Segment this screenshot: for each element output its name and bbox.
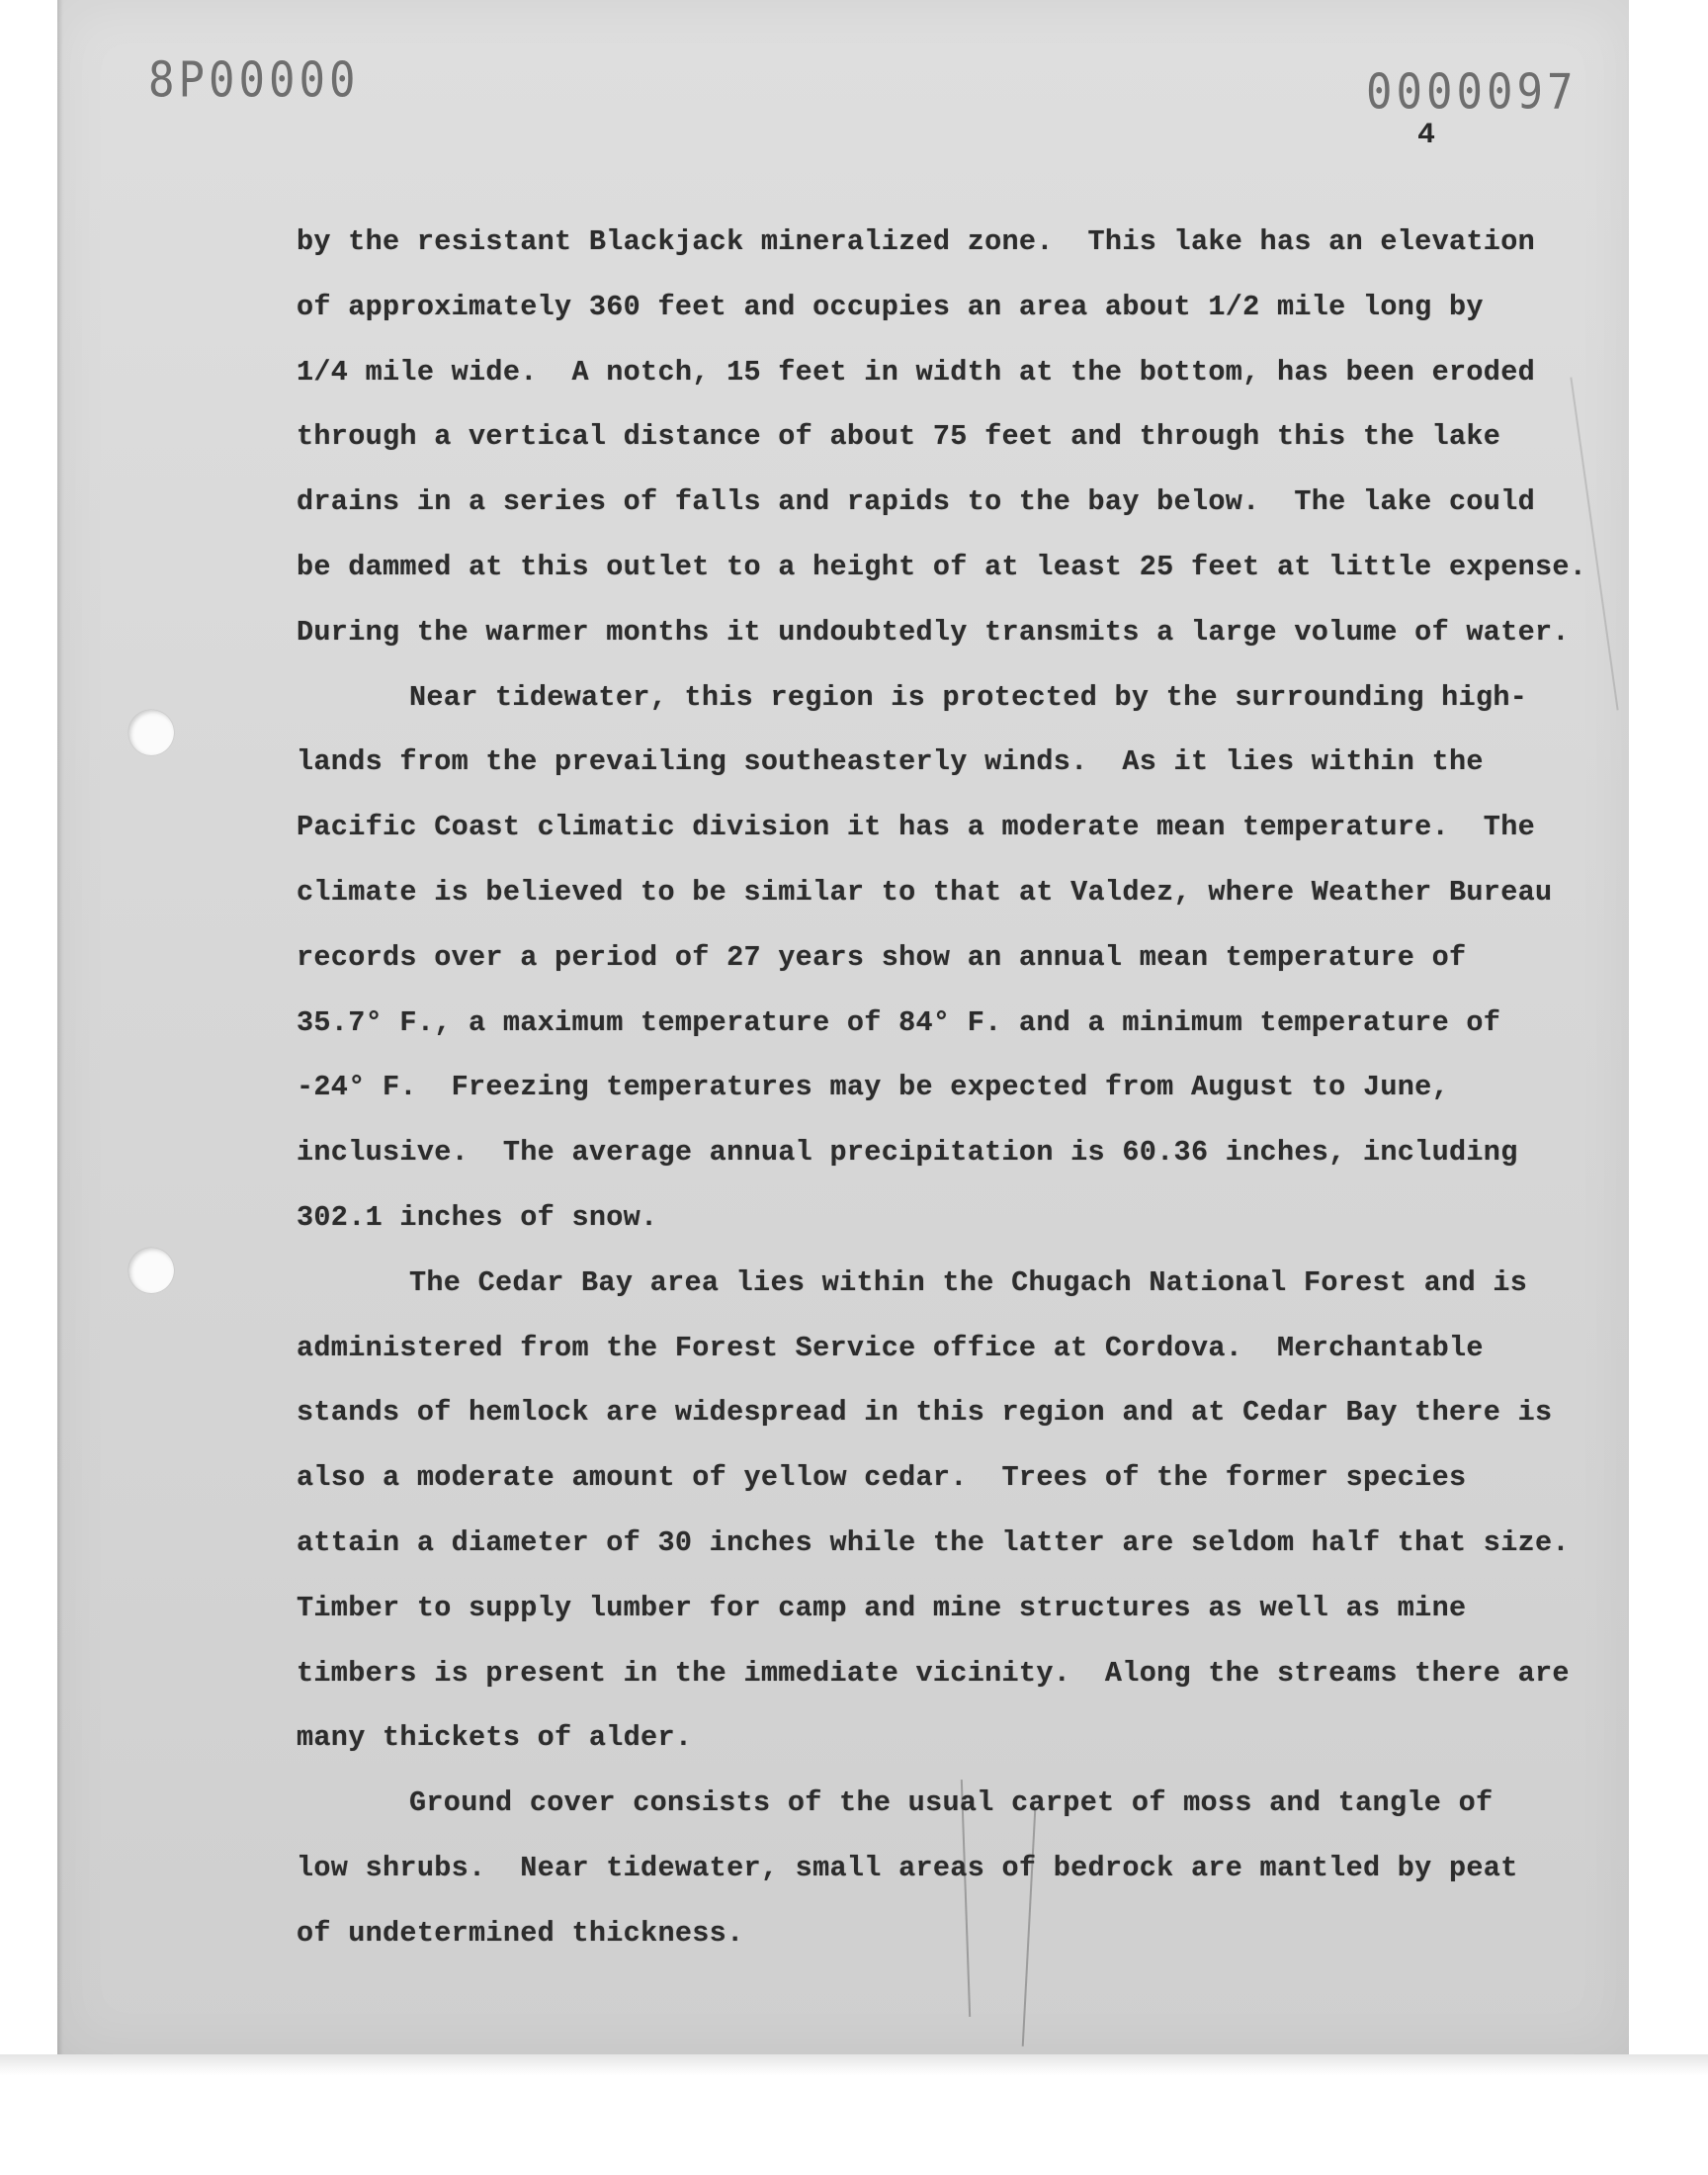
text-line: through a vertical distance of about 75 feet and through this the lake (297, 420, 1501, 454)
text-line: lands from the prevailing southeasterly winds. As it lies within the (297, 745, 1484, 779)
text-line: inclusive. The average annual precipitation is 60.36 inches, including (297, 1136, 1518, 1170)
text-line: low shrubs. Near tidewater, small areas of bedrock are mantled by peat (297, 1851, 1518, 1884)
page-shadow-edge (57, 0, 63, 2056)
text-line: drains in a series of falls and rapids to the bay below. The lake could (297, 485, 1535, 519)
paragraph-start-line: Ground cover consists of the usual carpet of moss and tangle of (409, 1786, 1494, 1820)
text-line: 302.1 inches of snow. (297, 1200, 658, 1234)
text-line: attain a diameter of 30 inches while the latter are seldom half that size. (297, 1525, 1570, 1559)
text-line: administered from the Forest Service office at Cordova. Merchantable (297, 1331, 1484, 1364)
text-line: 35.7° F., a maximum temperature of 84° F. and a minimum temperature of (297, 1005, 1501, 1039)
text-line: records over a period of 27 years show an annual mean temperature of (297, 940, 1467, 974)
text-line: also a moderate amount of yellow cedar. Trees of the former species (297, 1461, 1467, 1495)
text-line: During the warmer months it undoubtedly transmits a large volume of water. (297, 615, 1570, 649)
text-line: many thickets of alder. (297, 1721, 693, 1755)
body-text (297, 210, 1587, 1966)
text-line: of undetermined thickness. (297, 1916, 744, 1950)
text-line: be dammed at this outlet to a height of at least 25 feet at little expense. (297, 550, 1587, 583)
text-line: -24° F. Freezing temperatures may be expected from August to June, (297, 1071, 1449, 1104)
punch-hole-top (128, 710, 174, 755)
archive-stamp-right: 0000097 (1366, 63, 1578, 122)
paragraph-start-line: Near tidewater, this region is protected by the surrounding high- (409, 680, 1528, 714)
text-line: Timber to supply lumber for camp and mine structures as well as mine (297, 1591, 1467, 1624)
archive-stamp-left: 8P00000 (148, 51, 360, 110)
paragraph-start-line: The Cedar Bay area lies within the Chugach National Forest and is (409, 1265, 1528, 1299)
text-line: climate is believed to be similar to that at Valdez, where Weather Bureau (297, 875, 1553, 909)
punch-hole-bottom (128, 1248, 174, 1293)
text-line: 1/4 mile wide. A notch, 15 feet in width at the bottom, has been eroded (297, 355, 1535, 389)
text-line: Pacific Coast climatic division it has a moderate mean temperature. The (297, 811, 1535, 844)
text-line: timbers is present in the immediate vicinity. Along the streams there are (297, 1656, 1570, 1690)
text-line: by the resistant Blackjack mineralized zone. This lake has an elevation (297, 225, 1535, 258)
page-number: 4 (1417, 119, 1436, 152)
text-line: stands of hemlock are widespread in this region and at Cedar Bay there is (297, 1396, 1553, 1430)
page-bottom-edge (0, 2054, 1708, 2076)
text-line: of approximately 360 feet and occupies an area about 1/2 mile long by (297, 290, 1484, 323)
